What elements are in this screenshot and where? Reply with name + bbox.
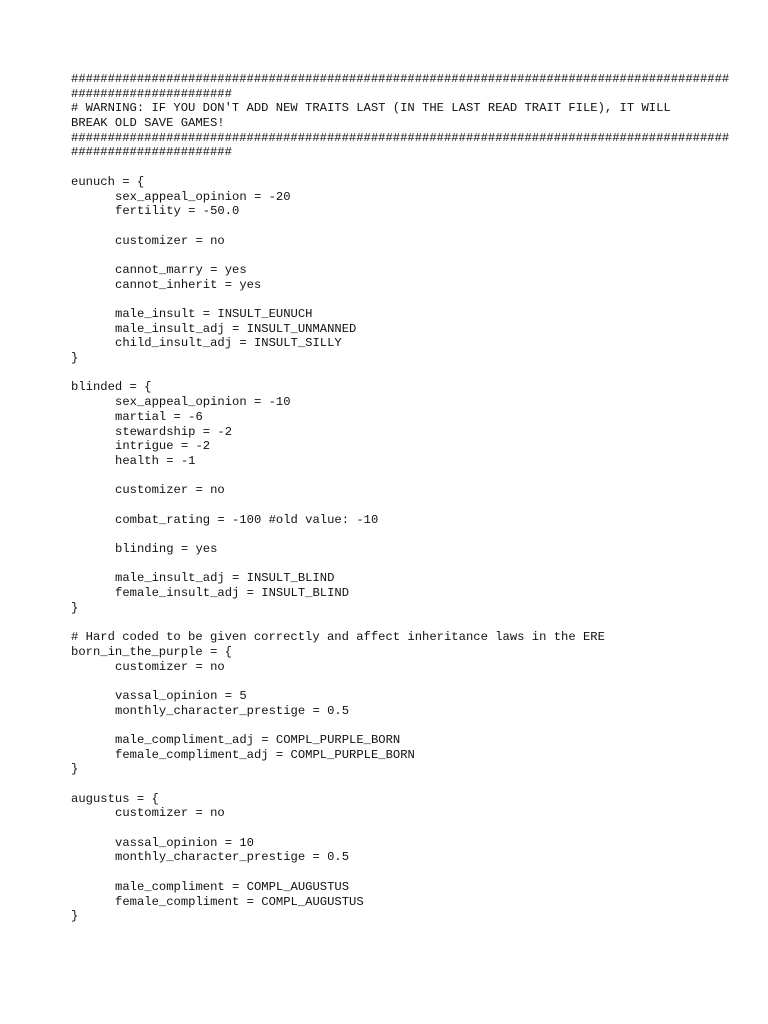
blank-line [71,469,711,484]
code-line: augustus = { [71,791,159,806]
code-line: ###################### [71,145,232,160]
code-line: cannot_marry = yes [115,262,247,277]
blank-line [71,219,711,234]
blank-line [71,865,711,880]
blank-line [71,674,711,689]
code-line: combat_rating = -100 #old value: -10 [115,512,379,527]
blank-line [71,366,711,381]
code-line: male_insult_adj = INSULT_UNMANNED [115,321,357,336]
code-line: } [71,351,79,366]
code-line: monthly_character_prestige = 0.5 [115,703,350,718]
blank-line [71,160,711,175]
code-line: vassal_opinion = 10 [115,835,254,850]
code-line: blinded = { [71,380,152,395]
code-line: male_compliment = COMPL_AUGUSTUS [115,879,350,894]
code-line: eunuch = { [71,174,145,189]
code-line: vassal_opinion = 5 [115,688,247,703]
code-line: ########################################################################################## [71,72,730,86]
code-line: sex_appeal_opinion = -20 [115,189,291,204]
code-line: male_compliment_adj = COMPL_PURPLE_BORN [115,732,401,747]
code-line: female_compliment = COMPL_AUGUSTUS [115,894,364,909]
code-line: } [71,600,79,615]
blank-line [71,777,711,792]
code-line: # Hard coded to be given correctly and affect inheritance laws in the ERE [71,630,605,645]
code-line: male_insult = INSULT_EUNUCH [115,307,313,321]
document-page [71,72,730,924]
blank-line [71,527,711,542]
blank-line [71,615,711,630]
code-line: ###################### [71,86,232,101]
blank-line [71,821,711,836]
code-line: # WARNING: IF YOU DON'T ADD NEW TRAITS LAST (IN THE LAST READ TRAIT FILE), IT WILL [71,101,671,116]
code-line: health = -1 [115,453,196,468]
code-line: intrigue = -2 [115,439,211,454]
blank-line [71,498,711,513]
blank-line [71,557,711,572]
code-line: stewardship = -2 [115,424,233,439]
code-line: female_compliment_adj = COMPL_PURPLE_BORN [115,747,415,762]
code-line: cannot_inherit = yes [115,277,262,292]
code-line: male_insult_adj = INSULT_BLIND [115,571,335,586]
code-line: } [71,762,79,777]
code-line: born_in_the_purple = { [71,644,232,659]
blank-line [71,292,711,307]
blank-line [71,248,711,263]
code-line: customizer = no [115,233,225,248]
code-line: customizer = no [115,659,225,674]
code-line: BREAK OLD SAVE GAMES! [71,116,225,131]
blank-line [71,718,711,733]
code-line: fertility = -50.0 [115,204,240,219]
code-line: female_insult_adj = INSULT_BLIND [115,586,350,601]
code-line: sex_appeal_opinion = -10 [115,395,291,410]
code-line: martial = -6 [115,409,203,424]
code-line: blinding = yes [115,542,218,556]
code-line: child_insult_adj = INSULT_SILLY [115,336,342,351]
code-line: monthly_character_prestige = 0.5 [115,850,350,865]
code-line: customizer = no [115,483,225,498]
code-line: customizer = no [115,806,225,821]
code-line: } [71,909,79,924]
code-line: ########################################################################################## [71,130,730,145]
